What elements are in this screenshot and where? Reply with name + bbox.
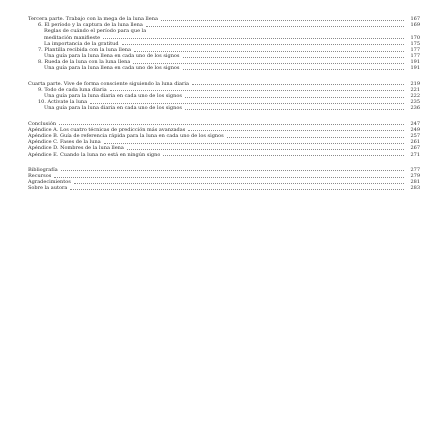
section-gap xyxy=(28,72,420,81)
toc-entry-page-number: 177 xyxy=(410,53,420,60)
toc-entry[interactable] xyxy=(28,185,420,191)
dot-leader xyxy=(185,97,404,98)
toc-entry-page-number: 247 xyxy=(410,120,420,127)
toc-entry-title: 6. El período y la captura de la luna llena xyxy=(38,22,143,29)
toc-entry-page-number: 283 xyxy=(410,185,420,192)
toc-entry-page-number: 261 xyxy=(410,139,420,146)
toc-entry-title: 7. Plantilla recibida con la luna llena xyxy=(38,46,131,53)
dot-leader xyxy=(185,109,404,110)
dot-leader xyxy=(110,90,404,91)
toc-entry-page-number: 191 xyxy=(410,65,420,72)
dot-leader xyxy=(90,103,404,104)
toc-entry-title: Cuarta parte. Vive de forma consciente siguiendo la luna diaria xyxy=(28,80,189,87)
toc-entry-title: meditación manifieste xyxy=(44,34,101,41)
toc-entry-page-number: 221 xyxy=(410,86,420,93)
dot-leader xyxy=(122,44,404,45)
dot-leader xyxy=(146,26,404,27)
dot-leader xyxy=(70,189,404,190)
dot-leader xyxy=(133,63,404,64)
toc-entry-title: Una guía para la luna diaria en cada uno de los signos xyxy=(44,93,182,100)
dot-leader xyxy=(192,84,404,85)
toc-entry-page-number: 277 xyxy=(410,166,420,173)
toc-entry-page-number: 191 xyxy=(410,59,420,66)
toc-entry-page-number: 222 xyxy=(410,93,420,100)
dot-leader xyxy=(183,69,404,70)
dot-leader xyxy=(61,170,404,171)
toc-entry-title: Conclusión xyxy=(28,120,57,127)
toc-entry-title: Recursos xyxy=(28,172,52,179)
toc-entry-title: Apéndice D. Nombres de la luna llena xyxy=(28,145,124,152)
table-of-contents xyxy=(28,16,420,192)
toc-entry-title: Una guía para la luna llena en cada uno de los signos xyxy=(44,53,180,60)
dot-leader xyxy=(127,149,404,150)
toc-entry-title: Apéndice C. Fases de la luna xyxy=(28,139,101,146)
toc-section-third-part xyxy=(28,16,420,72)
toc-entry-title: 9. Todo de cada luna diaria xyxy=(38,86,107,93)
toc-section-appendices xyxy=(28,121,420,158)
toc-entry-page-number: 267 xyxy=(410,145,420,152)
section-gap xyxy=(28,158,420,167)
dot-leader xyxy=(188,130,404,131)
dot-leader xyxy=(163,155,404,156)
dot-leader xyxy=(134,51,404,52)
dot-leader xyxy=(74,183,404,184)
toc-entry-page-number: 257 xyxy=(410,132,420,139)
toc-entry-page-number: 169 xyxy=(410,22,420,29)
dot-leader xyxy=(59,124,404,125)
toc-entry-title: Agradecimientos xyxy=(28,179,71,186)
toc-entry-title: 10. Activate la luna xyxy=(38,99,88,106)
dot-leader xyxy=(161,20,404,21)
toc-entry-page-number: 271 xyxy=(410,151,420,158)
toc-entry-title: Reglas de cuándo el período para que la xyxy=(44,28,147,35)
toc-entry-title: Sobre la autora xyxy=(28,185,68,192)
toc-entry-page-number: 177 xyxy=(410,46,420,53)
toc-entry-page-number: 170 xyxy=(410,34,420,41)
toc-entry-title: Apéndice A. Los cuatro técnicas de predicción más avanzadas xyxy=(28,126,186,133)
toc-entry-page-number: 281 xyxy=(410,179,420,186)
toc-entry-page-number: 279 xyxy=(410,172,420,179)
toc-section-fourth-part xyxy=(28,81,420,112)
toc-entry-page-number: 175 xyxy=(410,40,420,47)
toc-entry-title: 8. Rueda de la luna con la luna llena xyxy=(38,59,131,66)
toc-entry-page-number: 167 xyxy=(410,15,420,22)
toc-entry-page-number: 249 xyxy=(410,126,420,133)
toc-entry-title: Una guía para la luna diaria en cada uno de los signos xyxy=(44,105,182,112)
toc-entry-page-number: 219 xyxy=(410,80,420,87)
dot-leader xyxy=(54,177,404,178)
toc-entry-title: Una guía para la luna llena en cada uno de los signos xyxy=(44,65,180,72)
dot-leader xyxy=(103,38,404,39)
dot-leader xyxy=(104,143,404,144)
dot-leader xyxy=(227,137,404,138)
toc-entry-page-number: 236 xyxy=(410,105,420,112)
toc-entry-title: Apéndice B. Guía de referencia rápida para la luna en cada uno de los signos xyxy=(28,132,224,139)
toc-entry-title: La importancia de la gratitud xyxy=(44,40,119,47)
section-gap xyxy=(28,112,420,121)
toc-section-back-matter xyxy=(28,167,420,192)
toc-entry-page-number: 235 xyxy=(410,99,420,106)
toc-entry-title: Tercera parte. Trabajo con la mega de la luna llena xyxy=(28,15,158,22)
toc-entry-title: Apéndice E. Cuando la luna no está en ningún signo xyxy=(28,151,161,158)
dot-leader xyxy=(183,57,404,58)
toc-entry-title: Bibliografía xyxy=(28,166,58,173)
